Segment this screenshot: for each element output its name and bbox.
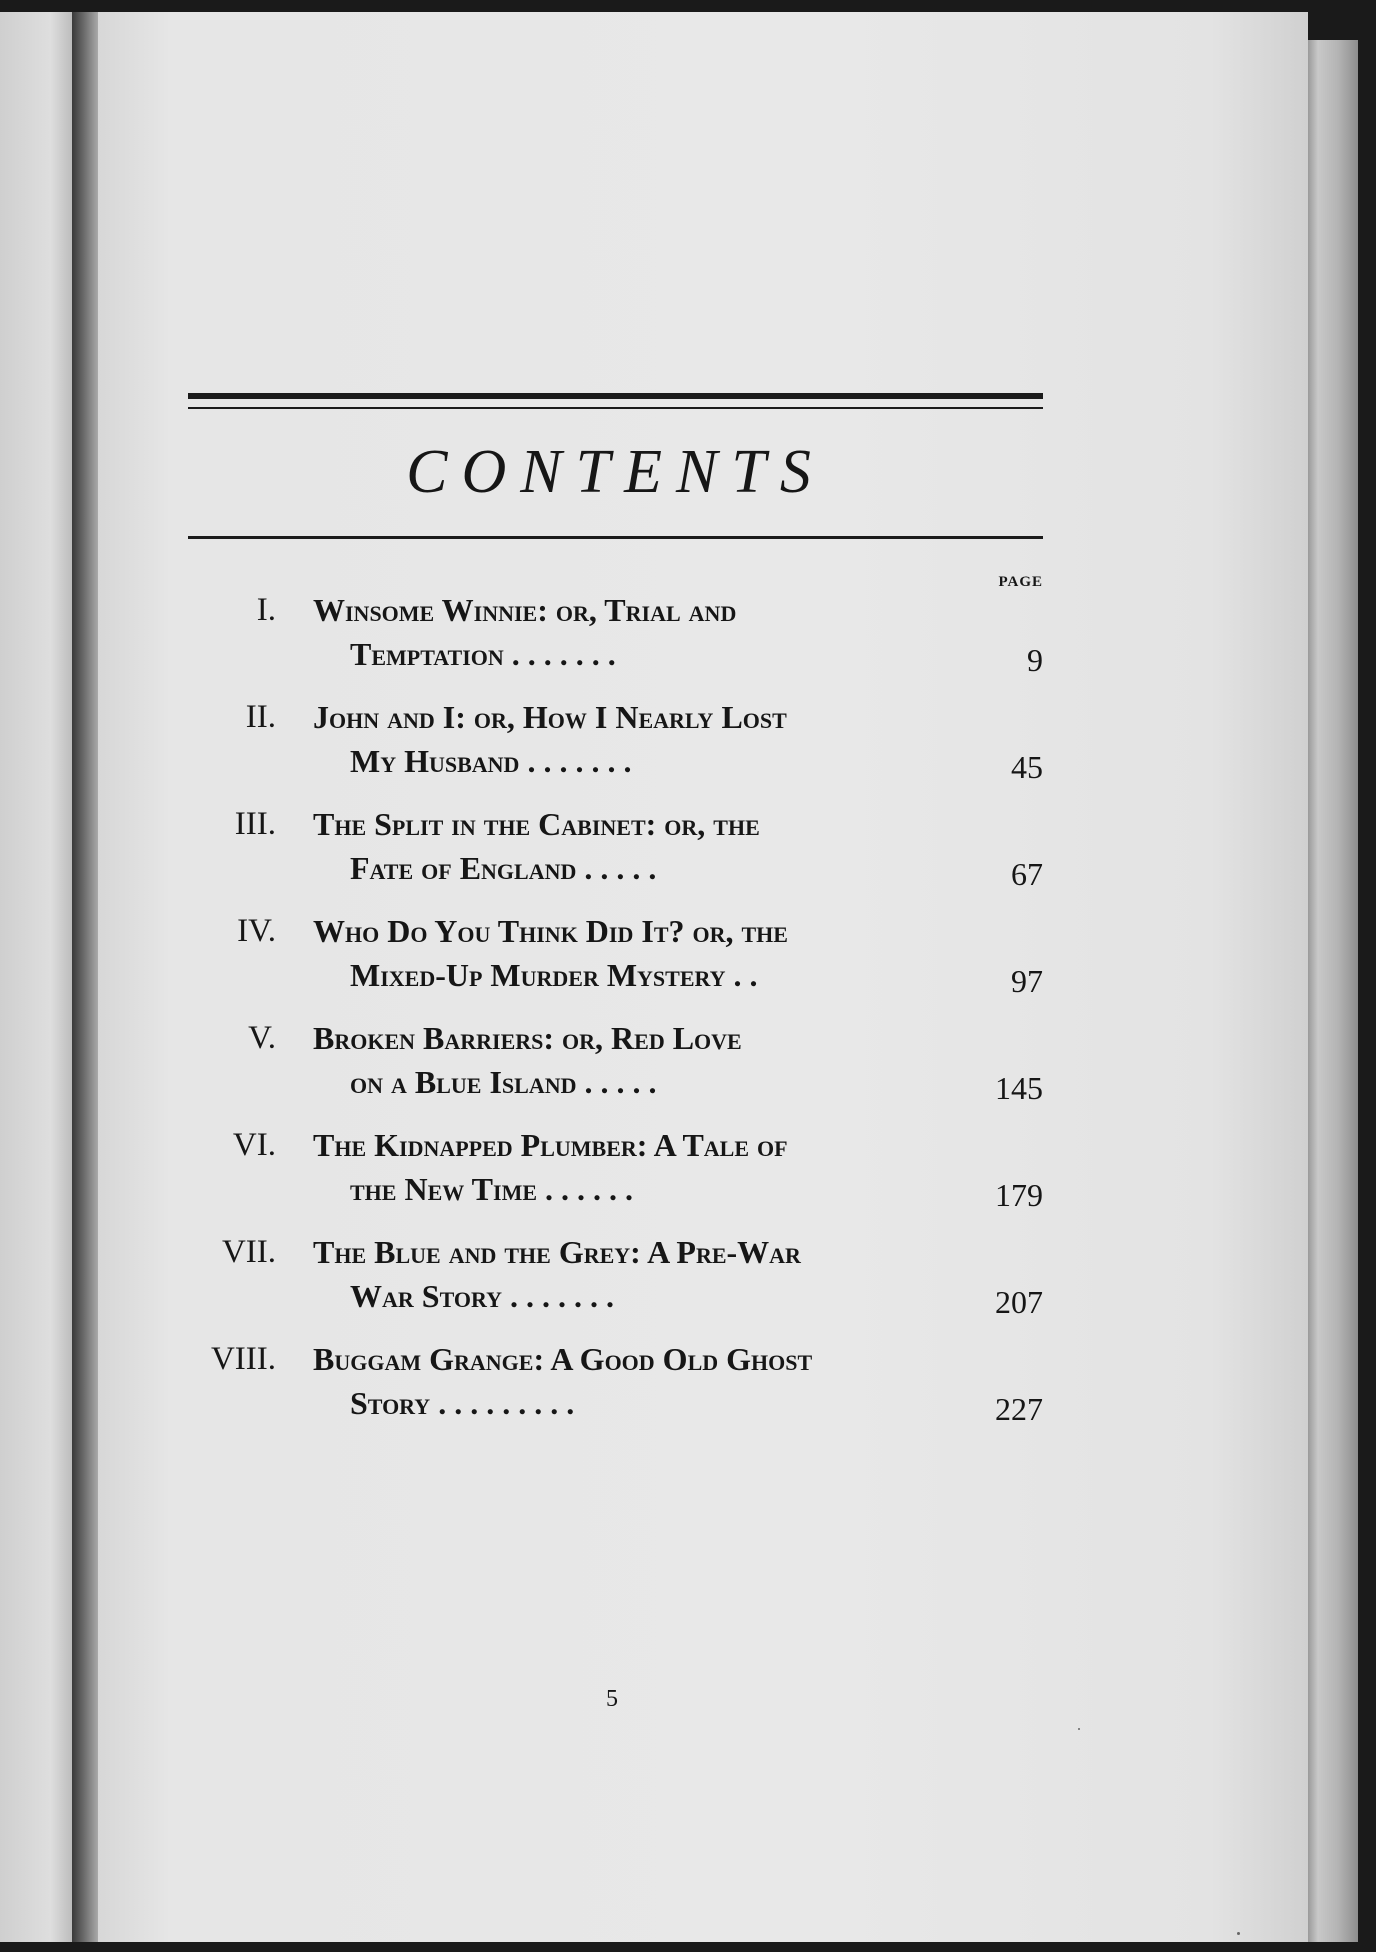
chapter-number: III.	[234, 806, 276, 842]
chapter-title-line-2	[350, 739, 945, 783]
chapter-number: VII.	[221, 1234, 276, 1270]
chapter-page-number: 67	[1011, 856, 1043, 892]
dot-leader: . . . . . . .	[503, 636, 616, 672]
chapter-title-line-2	[350, 953, 945, 997]
chapter-title-line-2	[350, 1274, 945, 1318]
toc-entry[interactable]	[0, 1337, 1376, 1437]
chapter-page-number: 227	[995, 1391, 1043, 1427]
dot-leader: . . . . . . .	[501, 1278, 614, 1314]
chapter-title-line-2	[350, 1167, 945, 1211]
toc-entry[interactable]	[0, 695, 1376, 795]
dot-leader: . . . . . . . . .	[430, 1385, 575, 1421]
chapter-page-number: 45	[1011, 749, 1043, 785]
chapter-title-end: Story	[350, 1385, 431, 1421]
dot-leader: . . . . .	[576, 850, 657, 886]
chapter-title-line-1: Who Do You Think Did It? or, the	[313, 913, 788, 949]
toc-entry[interactable]	[0, 1123, 1376, 1223]
chapter-number: IV.	[237, 913, 276, 949]
toc-entry[interactable]	[0, 909, 1376, 1009]
top-double-rule	[188, 393, 1043, 413]
chapter-page-number: 207	[995, 1284, 1043, 1320]
chapter-number: VI.	[232, 1127, 276, 1163]
toc-entry[interactable]	[0, 588, 1376, 688]
chapter-title-end: Mixed-Up Murder Mystery	[350, 957, 726, 993]
chapter-page-number: 179	[995, 1177, 1043, 1213]
chapter-title-line-1: Winsome Winnie: or, Trial and	[313, 592, 737, 628]
chapter-title-line-1: The Split in the Cabinet: or, the	[313, 806, 760, 842]
chapter-number: II.	[245, 699, 276, 735]
chapter-title-line-1: The Kidnapped Plumber: A Tale of	[313, 1127, 788, 1163]
chapter-title-line-2	[350, 632, 945, 676]
dot-leader: . . . . . . .	[519, 743, 632, 779]
chapter-title-line-2	[350, 1060, 945, 1104]
toc-entry[interactable]	[0, 1016, 1376, 1116]
chapter-title-line-1: The Blue and the Grey: A Pre-War	[313, 1234, 801, 1270]
dot-leader: . . . . . .	[537, 1171, 634, 1207]
dot-leader: . . . . .	[576, 1064, 657, 1100]
chapter-title-line-2	[350, 846, 945, 890]
chapter-number: VIII.	[210, 1341, 276, 1377]
toc-entry[interactable]	[0, 1230, 1376, 1330]
toc-entry[interactable]	[0, 802, 1376, 902]
chapter-title-line-1: Broken Barriers: or, Red Love	[313, 1020, 742, 1056]
chapter-page-number: 97	[1011, 963, 1043, 999]
contents-heading: CONTENTS	[406, 438, 825, 506]
dot-leader: . .	[725, 957, 758, 993]
heading-underline-rule	[188, 536, 1043, 539]
chapter-title-end: Fate of England	[350, 850, 577, 886]
top-rule-thick	[188, 393, 1043, 399]
page-column-label: PAGE	[998, 574, 1043, 590]
paper-speck	[1078, 1728, 1080, 1730]
chapter-number: I.	[256, 592, 276, 628]
chapter-title-line-2	[350, 1381, 945, 1425]
chapter-title-line-1: John and I: or, How I Nearly Lost	[313, 699, 787, 735]
page-folio-number: 5	[606, 1686, 618, 1712]
chapter-number: V.	[248, 1020, 276, 1056]
chapter-title-line-1: Buggam Grange: A Good Old Ghost	[313, 1341, 813, 1377]
chapter-title-end: Temptation	[350, 636, 504, 672]
paper-speck	[1237, 1932, 1240, 1935]
chapter-page-number: 9	[1027, 642, 1043, 678]
chapter-title-end: My Husband	[350, 743, 520, 779]
chapter-title-end: on a Blue Island	[350, 1064, 577, 1100]
chapter-title-end: War Story	[350, 1278, 502, 1314]
chapter-title-end: the New Time	[350, 1171, 538, 1207]
top-rule-thin	[188, 407, 1043, 409]
chapter-page-number: 145	[995, 1070, 1043, 1106]
